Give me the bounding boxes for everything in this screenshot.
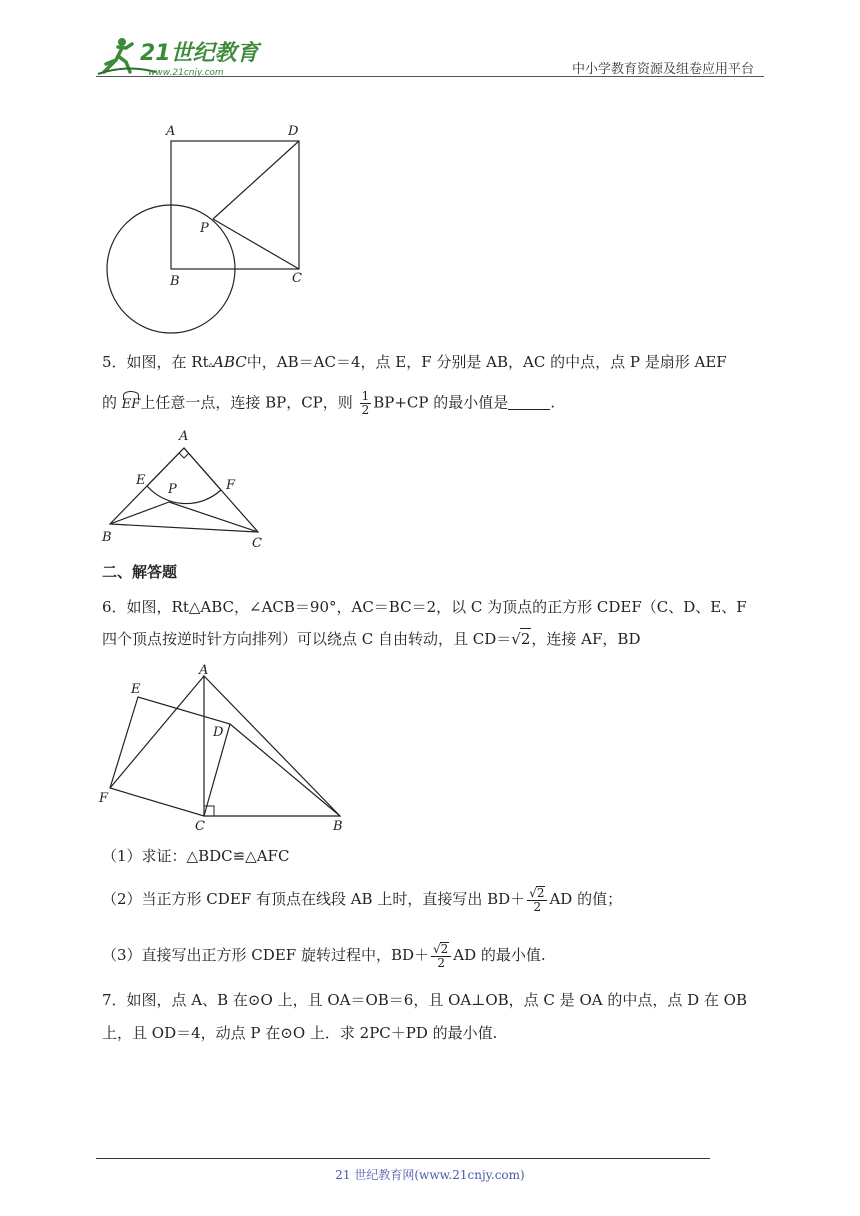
right-angle-mark (179, 453, 189, 458)
section-title: 二、解答题 (102, 563, 178, 581)
label-b: B (102, 530, 112, 545)
label-c: C (252, 536, 262, 551)
label-a: A (166, 124, 176, 139)
label-p: P (168, 482, 177, 497)
segment-pd (213, 141, 299, 219)
label-e: E (131, 682, 141, 697)
label-c: C (195, 819, 205, 834)
q6-line2: 四个顶点按逆时针方向排列）可以绕点 C 自由转动，且 CD＝√2，连接 AF，BD (102, 630, 641, 648)
header-platform-text: 中小学教育资源及组卷应用平台 (571, 62, 754, 77)
segment-bp (110, 502, 169, 524)
figure-square-circle (100, 118, 320, 338)
arc-ef: EF (122, 395, 141, 415)
label-p: P (200, 221, 209, 236)
footer-divider (96, 1158, 710, 1159)
q7-line1: 7．如图，点 A、B 在⊙O 上，且 OA＝OB＝6，且 OA⊥OB，点 C 是 OA 的中点，点 D 在 OB (102, 991, 747, 1009)
q6-sub2: （2）当正方形 CDEF 有顶点在线段 AB 上时，直接写出 BD＋ $\frac{√2}{2}$ AD 的值； (102, 886, 623, 914)
logo-text: 21世纪教育 (140, 41, 259, 66)
label-f: F (99, 791, 109, 806)
fraction-sqrt2-over-2: $\frac{√2}{2}$ (527, 886, 547, 914)
q6-sub1: （1）求证：△BDC≌△AFC (102, 847, 290, 865)
answer-blank (508, 395, 550, 410)
figure-triangle-sector (100, 426, 280, 551)
label-c: C (292, 271, 302, 286)
label-a: A (199, 663, 209, 678)
fraction-half: $\frac{1}{2}$ (361, 389, 370, 417)
fraction-sqrt2-over-2: $\frac{√2}{2}$ (431, 942, 451, 970)
label-d: D (213, 725, 224, 740)
arc-ef-shape (147, 486, 221, 504)
q7-line2: 上，且 OD＝4，动点 P 在⊙O 上．求 2PC＋PD 的最小值. (102, 1024, 498, 1042)
square-abcd (171, 141, 299, 269)
label-d: D (288, 124, 299, 139)
q5-line1: 5．如图，在 Rt▵ABC中，AB＝AC＝4，点 E，F 分别是 AB，AC 的中点，点 P 是扇形 AEF (102, 353, 727, 371)
segment-af (110, 676, 204, 788)
label-f: F (226, 478, 236, 493)
triangle-abc (110, 448, 258, 532)
q6-line1: 6．如图，Rt△ABC，∠ACB＝90°，AC＝BC＝2，以 C 为顶点的正方形 CDEF（C、D、E、F (102, 598, 747, 616)
logo-url: www.21cnjy.com (148, 68, 224, 78)
q5-line2: 的 EF上任意一点，连接 BP，CP，则 $\frac{1}{2}$ BP+CP 的最小值是 . (102, 389, 556, 417)
label-e: E (136, 473, 146, 488)
figure-rotating-square (95, 662, 355, 838)
footer-text[interactable]: 21 世纪教育网(www.21cnjy.com) (335, 1168, 525, 1182)
label-a: A (179, 429, 189, 444)
label-b: B (170, 274, 180, 289)
segment-pc (213, 219, 299, 269)
site-logo (96, 34, 266, 80)
label-b: B (333, 819, 343, 834)
square-cdef (110, 697, 230, 816)
header-divider (96, 76, 764, 77)
q6-sub3: （3）直接写出正方形 CDEF 旋转过程中，BD＋ $\frac{√2}{2}$ AD 的最小值. (102, 942, 546, 970)
segment-bd (230, 724, 340, 816)
